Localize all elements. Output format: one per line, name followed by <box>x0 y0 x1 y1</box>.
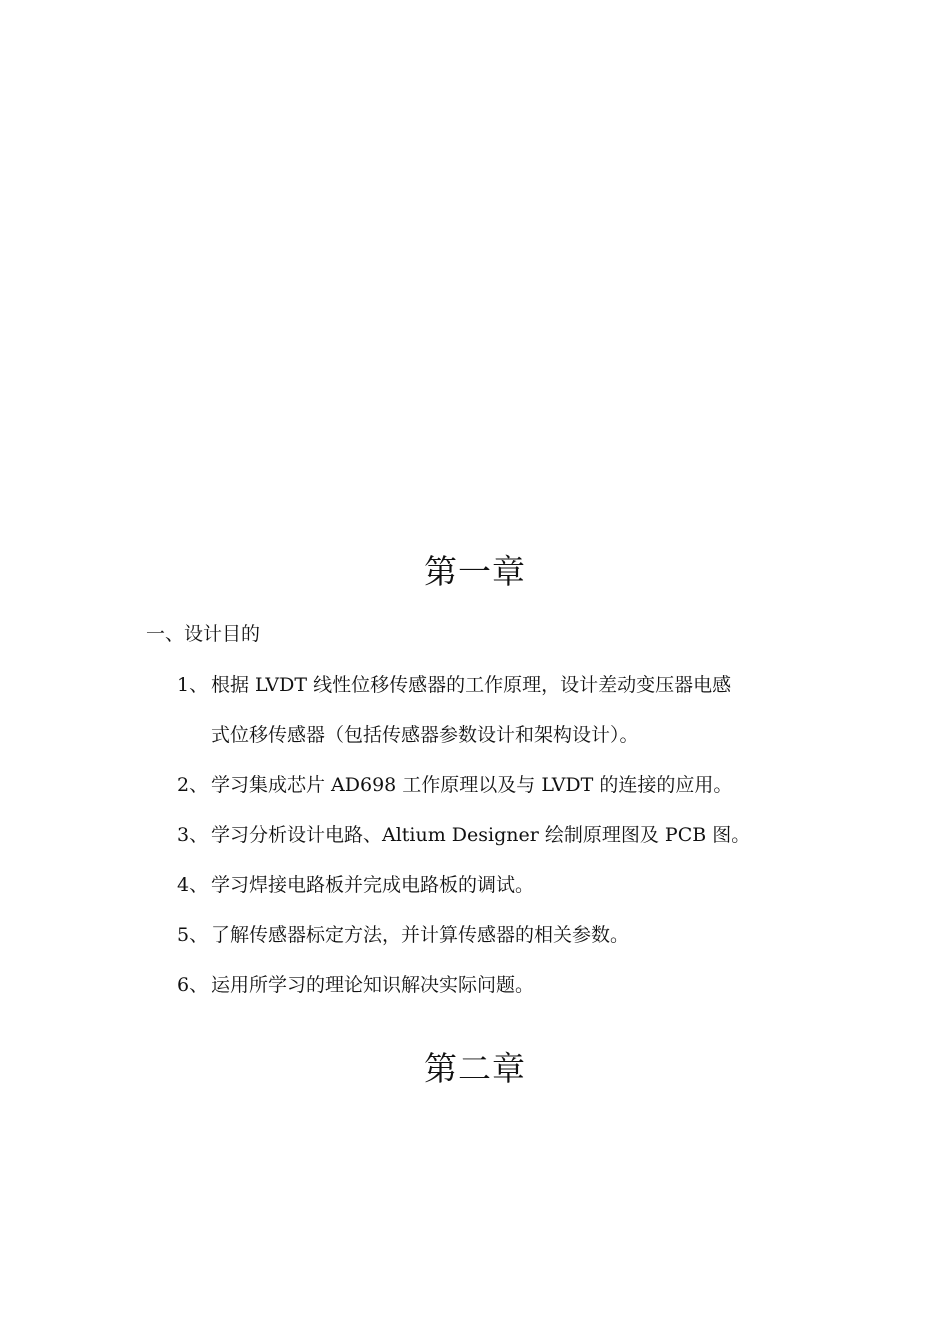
chapter-1-title: 第一章 <box>424 552 526 591</box>
list-item-number: 5、 <box>177 924 209 946</box>
list-item <box>177 872 827 898</box>
list-item-number: 4、 <box>177 874 209 896</box>
list-item <box>177 822 827 848</box>
list-item-number: 3、 <box>177 824 209 846</box>
design-goals-list <box>177 672 827 1022</box>
chapter-2-title: 第二章 <box>424 1049 526 1088</box>
list-item-text: 学习焊接电路板并完成电路板的调试。 <box>211 874 535 896</box>
list-item-text: 运用所学习的理论知识解决实际问题。 <box>211 974 535 996</box>
list-item-text: 学习分析设计电路、Altium Designer 绘制原理图及 PCB 图。 <box>211 824 751 846</box>
list-item <box>177 772 827 798</box>
list-item <box>177 922 827 948</box>
list-item-number: 2、 <box>177 774 209 796</box>
list-item-number: 1、 <box>177 674 209 696</box>
list-item-number: 6、 <box>177 974 209 996</box>
list-item-text-continued: 式位移传感器（包括传感器参数设计和架构设计）。 <box>211 724 639 746</box>
list-item <box>177 672 827 748</box>
section-heading-design-purpose: 一、设计目的 <box>146 623 261 645</box>
list-item-text: 了解传感器标定方法，并计算传感器的相关参数。 <box>211 924 630 946</box>
list-item-text: 根据 LVDT 线性位移传感器的工作原理，设计差动变压器电感 <box>211 674 732 696</box>
list-item <box>177 972 827 998</box>
list-item-text: 学习集成芯片 AD698 工作原理以及与 LVDT 的连接的应用。 <box>211 774 733 796</box>
